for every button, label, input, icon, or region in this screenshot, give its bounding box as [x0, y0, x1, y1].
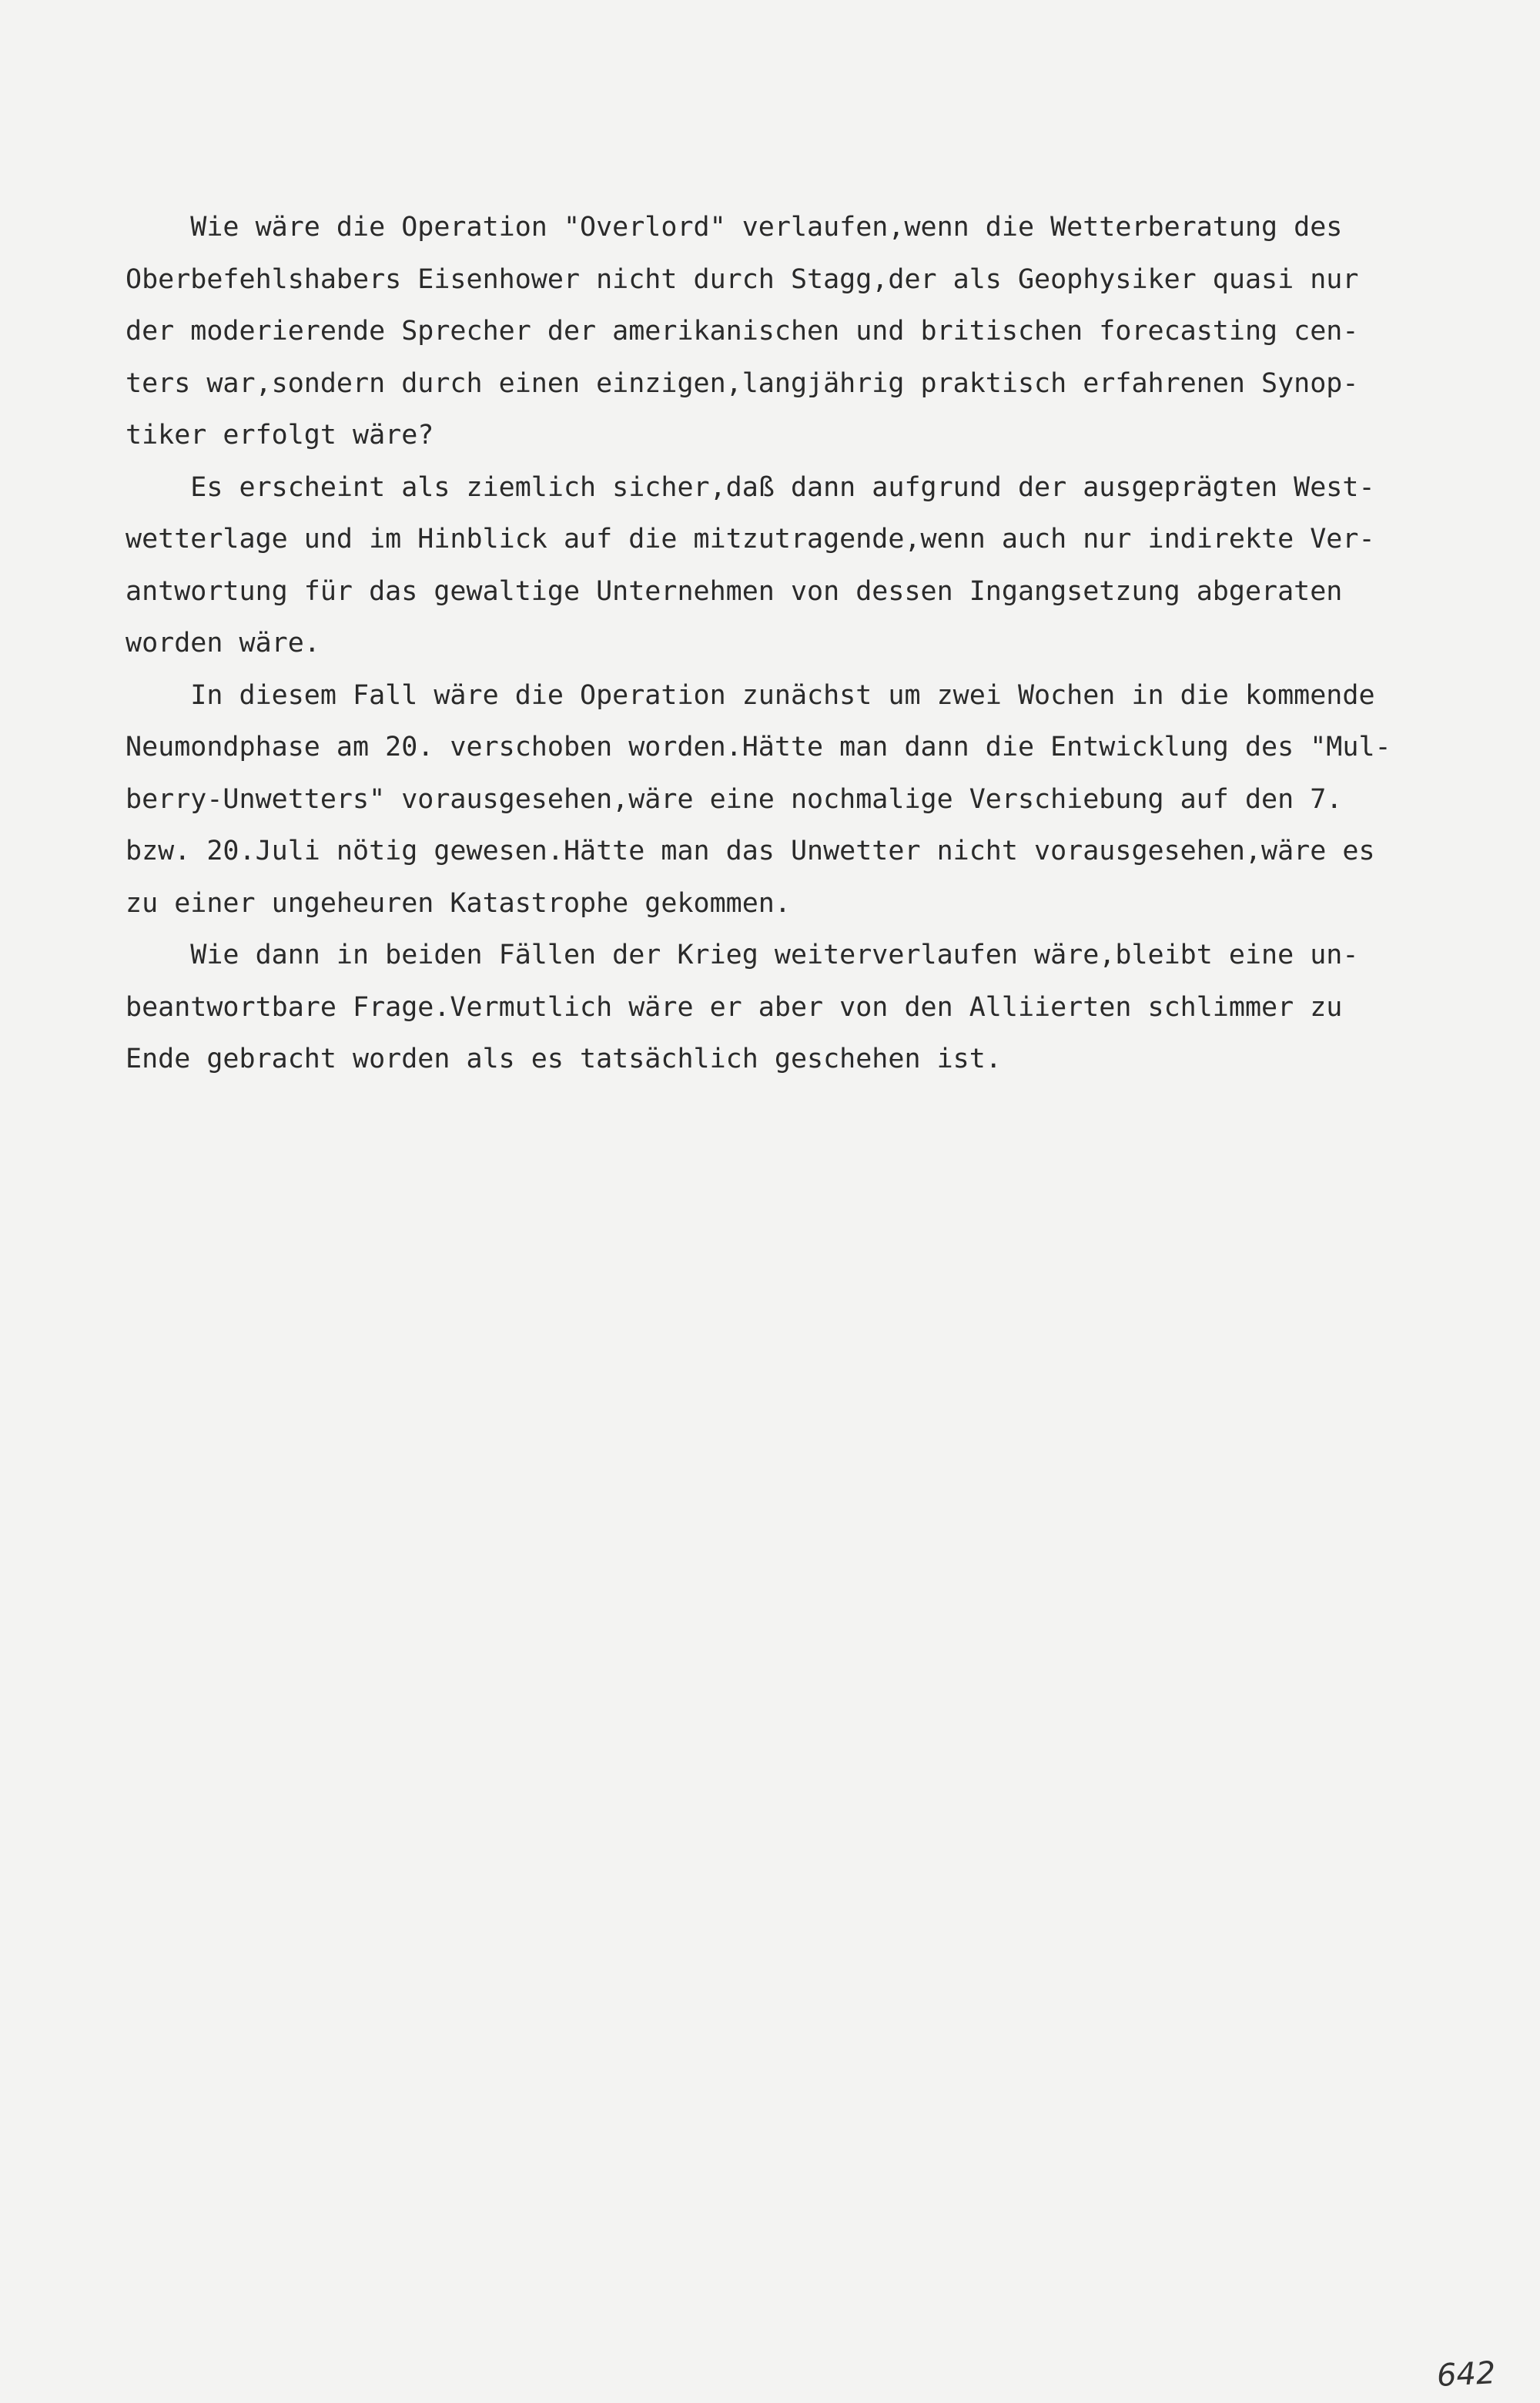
text-line: Wie wäre die Operation "Overlord" verlaufen,wenn die Wetterberatung des — [126, 212, 1343, 243]
text-line: zu einer ungeheuren Katastrophe gekommen. — [126, 887, 791, 919]
text-line: wetterlage und im Hinblick auf die mitzutragende,wenn auch nur indirekte Ver- — [126, 524, 1375, 555]
text-line: tiker erfolgt wäre? — [126, 420, 434, 451]
text-line: In diesem Fall wäre die Operation zunächst um zwei Wochen in die kommende — [126, 679, 1375, 711]
text-line: Neumondphase am 20. verschoben worden.Hätte man dann die Entwicklung des "Mul- — [126, 732, 1391, 762]
text-line: berry-Unwetters" vorausgesehen,wäre eine nochmalige Verschiebung auf den 7. — [126, 783, 1343, 815]
text-line: bzw. 20.Juli nötig gewesen.Hätte man das Unwetter nicht vorausgesehen,wäre es — [126, 836, 1375, 866]
text-line: der moderierende Sprecher der amerikanischen und britischen forecasting cen- — [126, 316, 1359, 347]
text-line: antwortung für das gewaltige Unternehmen von dessen Ingangsetzung abgeraten — [126, 575, 1343, 607]
paragraph-2 — [126, 462, 1465, 670]
body-text — [126, 202, 1465, 1086]
paragraph-1 — [126, 202, 1465, 462]
paragraph-4 — [126, 930, 1465, 1086]
text-line: Wie dann in beiden Fällen der Krieg weiterverlaufen wäre,bleibt eine un- — [126, 940, 1359, 970]
text-line: Oberbefehlshabers Eisenhower nicht durch Stagg,der als Geophysiker quasi nur — [126, 263, 1359, 295]
text-line: beantwortbare Frage.Vermutlich wäre er aber von den Alliierten schlimmer zu — [126, 991, 1343, 1023]
text-line: Ende gebracht worden als es tatsächlich geschehen ist. — [126, 1044, 1002, 1074]
text-line: ters war,sondern durch einen einzigen,langjährig praktisch erfahrenen Synop- — [126, 367, 1359, 399]
text-line: worden wäre. — [126, 628, 320, 659]
text-line: Es erscheint als ziemlich sicher,daß dann aufgrund der ausgeprägten West- — [126, 471, 1375, 503]
page-number: 642 — [1435, 2355, 1497, 2394]
paragraph-3 — [126, 670, 1465, 930]
